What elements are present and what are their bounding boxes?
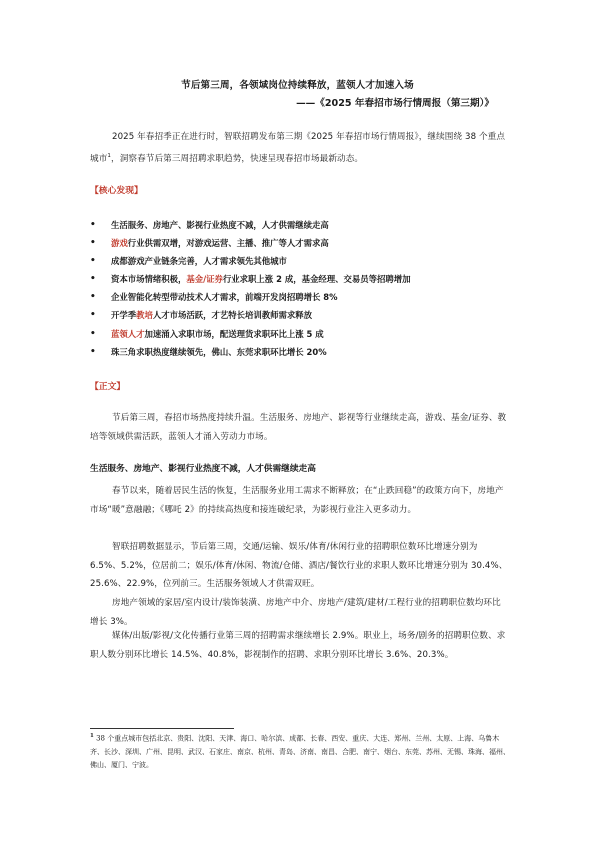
footnote: [90, 730, 510, 773]
finding-post: 企业智能化转型带动技术人才需求，前端开发岗招聘增长 8%: [111, 292, 338, 303]
page-title: 节后第三周，各领域岗位持续释放，蓝领人才加速入场: [181, 80, 414, 91]
bullet-icon: •: [90, 274, 96, 285]
finding-post: 成都游戏产业链条完善，人才需求领先其他城市: [111, 256, 287, 267]
finding-item: [90, 325, 510, 343]
finding-item: [90, 270, 510, 288]
section-heading-core-findings: 【核心发现】: [90, 186, 143, 196]
bullet-icon: •: [90, 310, 96, 321]
findings-list: [90, 216, 510, 361]
footnote-divider: [90, 728, 234, 729]
finding-item: [90, 306, 510, 324]
body-paragraph: 春节以来，随着居民生活的恢复，生活服务业用工需求不断释放；在“止跌回稳”的政策方向下，房地产市场“暖”意融融；《哪吒 2》的持续高热度和接连破纪录，为影视行业注入更多动力。: [90, 486, 504, 515]
footnote-text: 38 个重点城市包括北京、贵阳、沈阳、天津、海口、哈尔滨、成都、长春、西安、重庆、大连、郑州、兰州、太原、上海、乌鲁木齐、长沙、深圳、广州、昆明、武汉、石家庄、南京、杭州、青岛、济南、南昌、合肥、南宁、烟台、东莞、苏州、无锡、珠海、福州、佛山、厦门、宁波。: [90, 734, 510, 770]
finding-post: 珠三角求职热度继续领先，佛山、东莞求职环比增长 20%: [111, 346, 327, 357]
finding-post: 人才市场活跃，才艺特长培训教师需求释放: [152, 310, 312, 321]
page-subtitle: ——《2025 年春招市场行情周报（第三期）》: [296, 98, 494, 109]
finding-pre: 资本市场情绪积极，: [111, 274, 187, 285]
body-paragraph: 房地产领域的家居/室内设计/装饰装潢、房地产中介、房地产/建筑/建材/工程行业的招聘职位数均环比增长 3%。: [90, 598, 501, 627]
finding-item: [90, 234, 510, 252]
finding-highlight: 教培: [136, 310, 153, 321]
finding-post: 生活服务、房地产、影视行业热度不减，人才供需继续走高: [111, 220, 329, 230]
finding-post: 行业供需双增，对游戏运营、主播、推广等人才需求高: [127, 238, 329, 249]
intro-paragraph: [90, 128, 508, 168]
bullet-icon: •: [90, 220, 96, 230]
footnote-mark: 1: [90, 733, 94, 739]
bullet-icon: •: [90, 346, 96, 357]
subsection-heading: 生活服务、房地产、影视行业热度不减，人才供需继续走高: [90, 464, 316, 474]
finding-post: 行业求职上涨 2 成，基金经理、交易员等招聘增加: [222, 274, 411, 285]
finding-highlight: 蓝领人才: [111, 328, 145, 339]
finding-pre: 开学季: [111, 310, 137, 321]
body-paragraph: 媒体/出版/影视/文化传播行业第三周的招聘需求继续增长 2.9%。职业上，场务/剧务的招聘职位数、求职人数分别环比增长 14.5%、40.8%，影视制作的招聘、求职分别环比增长 3.6%、20.3%。: [90, 631, 506, 660]
finding-highlight: 基金/证券: [186, 274, 223, 285]
footnote-ref[interactable]: 1: [107, 152, 111, 159]
bullet-icon: •: [90, 238, 96, 249]
finding-highlight: 游戏: [111, 238, 128, 249]
body-intro-paragraph: 节后第三周，春招市场热度持续升温。生活服务、房地产、影视等行业继续走高，游戏、基金/证券、教培等领域供需活跃，蓝领人才涌入劳动力市场。: [90, 413, 507, 442]
bullet-icon: •: [90, 292, 96, 303]
bullet-icon: •: [90, 328, 96, 339]
section-heading-body: 【正文】: [90, 382, 126, 392]
finding-item: [90, 216, 510, 234]
intro-text: 2025 年春招季正在进行时，智联招聘发布第三期《2025 年春招市场行情周报》，继续围绕 38 个重点城市: [90, 132, 506, 164]
finding-post: 加速涌入求职市场，配送理货求职环比上涨 5 成: [144, 328, 324, 339]
body-paragraph: 智联招聘数据显示，节后第三周，交通/运输、娱乐/体育/休闲行业的招聘职位数环比增速分别为 6.5%、5.2%，位居前二；娱乐/体育/休闲、物流/仓储、酒店/餐饮行业的求职人数环比增速分别为 30.4%、25.6%、22.9%，位列前三。生活服务领域人才供需双旺。: [90, 542, 508, 589]
finding-item: [90, 343, 510, 361]
intro-text-tail: ，洞察春节后第三周招聘求职趋势，快速呈现春招市场最新动态。: [111, 153, 364, 164]
finding-item: [90, 252, 510, 270]
finding-item: [90, 288, 510, 306]
bullet-icon: •: [90, 256, 96, 267]
